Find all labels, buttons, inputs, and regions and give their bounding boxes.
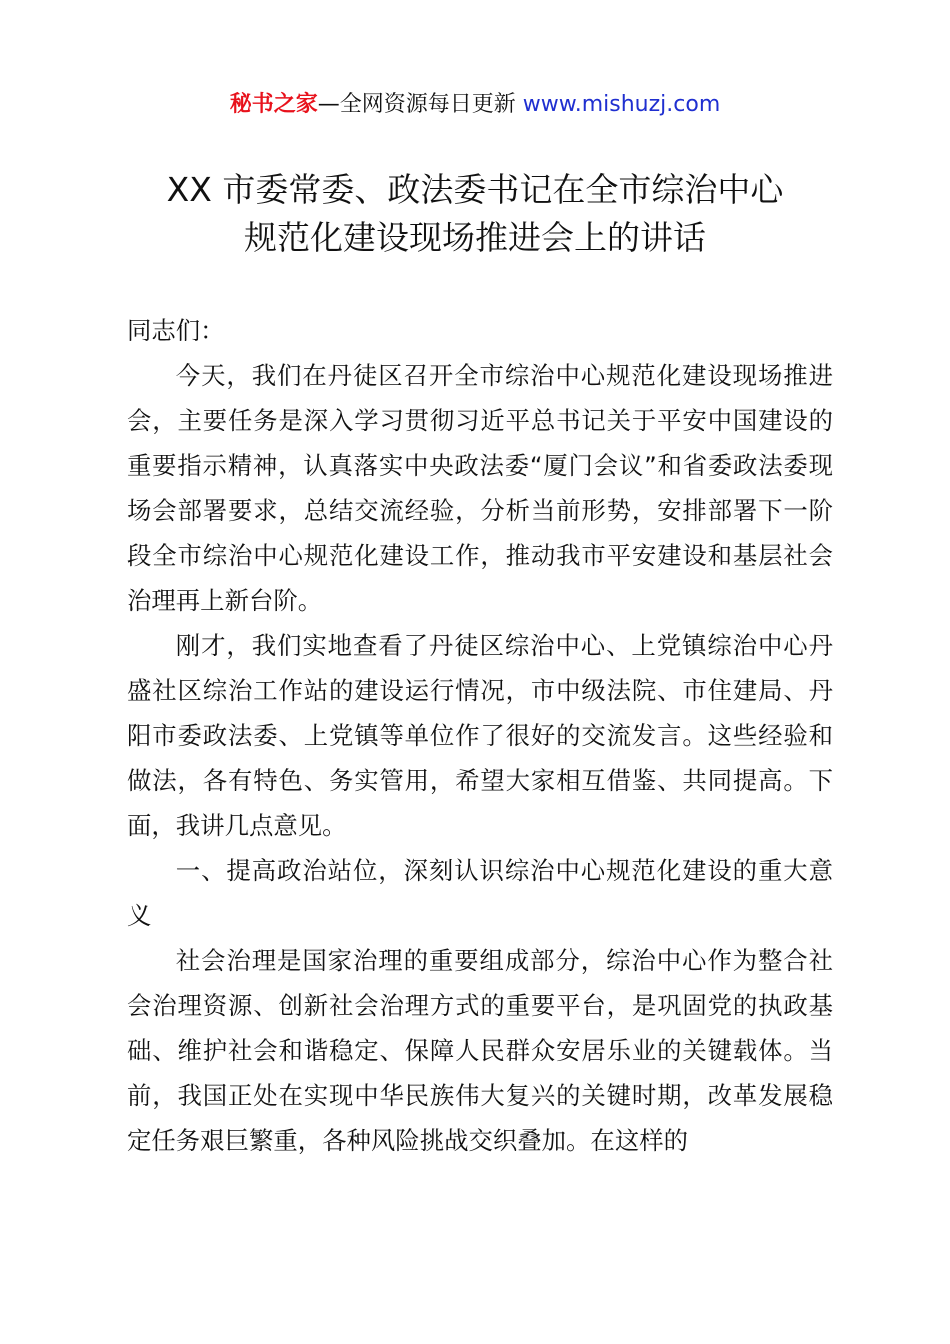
site-header: [0, 88, 950, 122]
salutation: 同志们：: [127, 316, 225, 345]
paragraph-3: 社会治理是国家治理的重要组成部分，综治中心作为整合社会治理资源、创新社会治理方式的重要平台，是巩固党的执政基础、维护社会和谐稳定、保障人民群众安居乐业的关键载体。当前，我国正处在实现中华民族伟大复兴的关键时期，改革发展稳定任务艰巨繁重，各种风险挑战交织叠加。在这样的: [127, 946, 833, 1155]
paragraph-2: 刚才，我们实地查看了丹徒区综治中心、上党镇综治中心丹盛社区综治工作站的建设运行情况，市中级法院、市住建局、丹阳市委政法委、上党镇等单位作了很好的交流发言。这些经验和做法，各有特色、务实管用，希望大家相互借鉴、共同提高。下面，我讲几点意见。: [127, 631, 833, 840]
title-line-1: XX 市委常委、政法委书记在全市综治中心: [166, 170, 784, 209]
document-body: [127, 308, 833, 1163]
header-tagline: —全网资源每日更新: [317, 92, 516, 117]
brand-name: 秘书之家: [229, 92, 318, 117]
document-title: [0, 166, 950, 262]
site-url-link[interactable]: www.mishuzj.com: [522, 92, 721, 117]
section-heading-1: 一、提高政治站位，深刻认识综治中心规范化建设的重大意义: [127, 856, 833, 930]
paragraph-1: 今天，我们在丹徒区召开全市综治中心规范化建设现场推进会，主要任务是深入学习贯彻习近平总书记关于平安中国建设的重要指示精神，认真落实中央政法委“厦门会议”和省委政法委现场会部署要求，总结交流经验，分析当前形势，安排部署下一阶段全市综治中心规范化建设工作，推动我市平安建设和基层社会治理再上新台阶。: [127, 361, 833, 615]
title-line-2: 规范化建设现场推进会上的讲话: [244, 218, 706, 257]
